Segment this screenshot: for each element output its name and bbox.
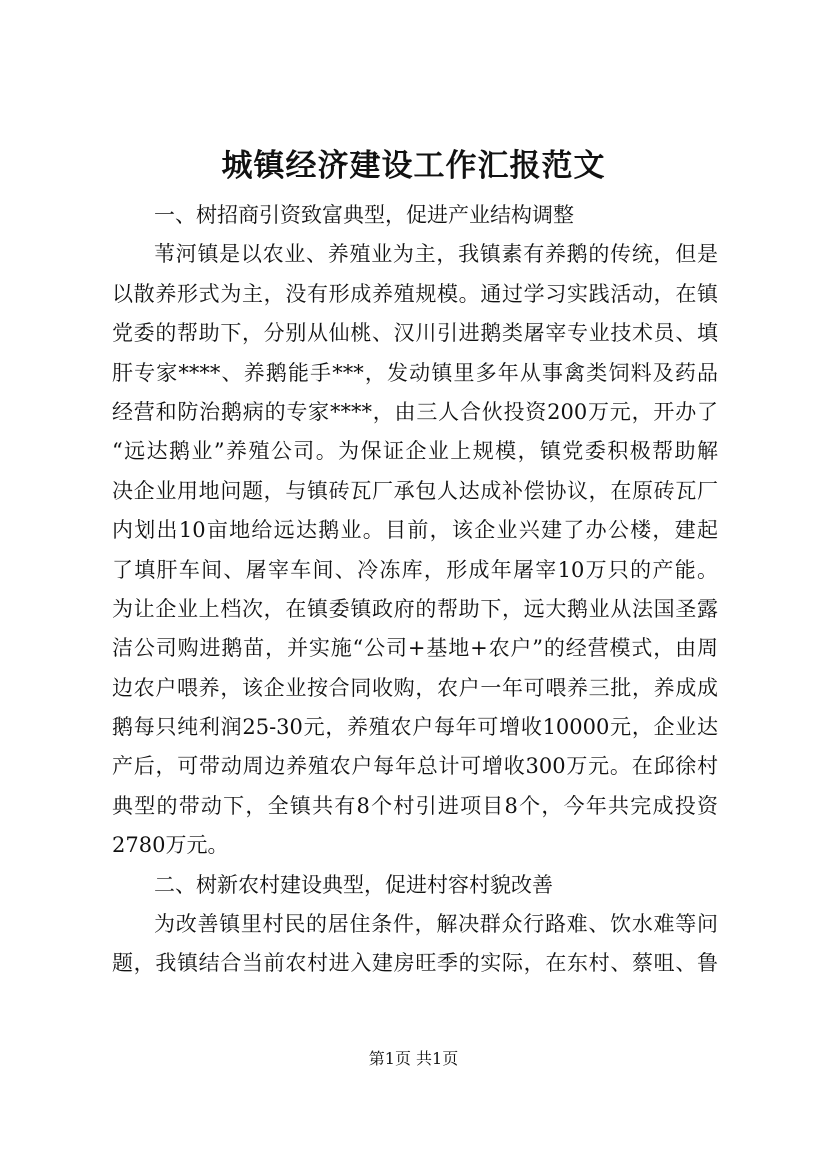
- paragraph-line: “远达鹅业”养殖公司。为保证企业上规模，镇党委积极帮助解: [112, 439, 718, 464]
- paragraph-line: 为让企业上档次，在镇委镇政府的帮助下，远大鹅业从法国圣露: [112, 596, 718, 621]
- paragraph-line: 洁公司购进鹅苗，并实施“公司+基地+农户”的经营模式，由周: [112, 636, 718, 661]
- paragraph-line: 2780万元。: [112, 833, 229, 858]
- paragraph-line: 党委的帮助下，分别从仙桃、汉川引进鹅类屠宰专业技术员、填: [112, 321, 718, 346]
- document-body: [112, 196, 718, 984]
- page-footer: 第1页 共1页: [368, 1049, 459, 1068]
- paragraph-line: 内划出10亩地给远达鹅业。目前，该企业兴建了办公楼，建起: [112, 518, 718, 543]
- paragraph-line: 边农户喂养，该企业按合同收购，农户一年可喂养三批，养成成: [112, 675, 718, 700]
- paragraph-line: 典型的带动下，全镇共有8个村引进项目8个，今年共完成投资: [112, 793, 718, 818]
- paragraph-line: 肝专家****、养鹅能手***，发动镇里多年从事禽类饲料及药品: [112, 360, 718, 385]
- section-heading-2: 二、树新农村建设典型，促进村容村貌改善: [154, 872, 553, 897]
- paragraph-line: 产后，可带动周边养殖农户每年总计可增收300万元。在邱徐村: [112, 754, 718, 779]
- paragraph-line: 决企业用地问题，与镇砖瓦厂承包人达成补偿协议，在原砖瓦厂: [112, 478, 718, 503]
- section-heading-1: 一、树招商引资致富典型，促进产业结构调整: [154, 203, 574, 227]
- document-title: 城镇经济建设工作汇报范文: [221, 148, 606, 184]
- paragraph-line: 经营和防治鹅病的专家****，由三人合伙投资200万元，开办了: [112, 399, 718, 424]
- paragraph-line: 题，我镇结合当前农村进入建房旺季的实际，在东村、蔡咀、鲁: [112, 951, 718, 976]
- paragraph-line: 苇河镇是以农业、养殖业为主，我镇素有养鹅的传统，但是: [154, 242, 718, 267]
- paragraph-line: 为改善镇里村民的居住条件，解决群众行路难、饮水难等问: [154, 912, 718, 937]
- paragraph-line: 鹅每只纯利润25-30元，养殖农户每年可增收10000元，企业达: [112, 715, 718, 740]
- paragraph-line: 了填肝车间、屠宰车间、冷冻库，形成年屠宰10万只的产能。: [112, 557, 718, 582]
- paragraph-line: 以散养形式为主，没有形成养殖规模。通过学习实践活动，在镇: [112, 281, 718, 306]
